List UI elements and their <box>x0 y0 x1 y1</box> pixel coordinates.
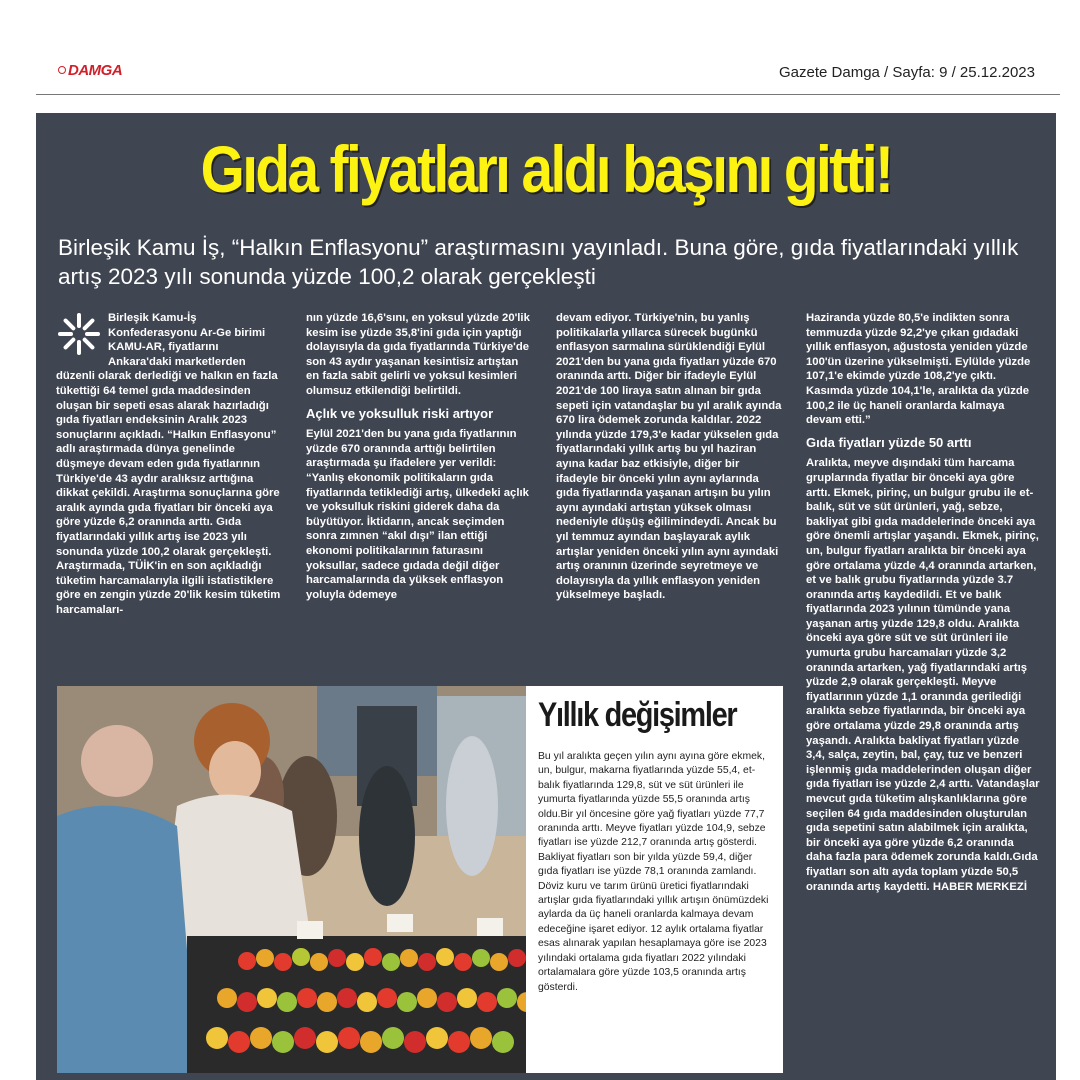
damga-logo <box>58 62 122 79</box>
logo-mark-icon <box>58 66 66 74</box>
box-body: Bu yıl aralıkta geçen yılın aynı ayına göre ekmek, un, bulgur, makarna fiyatlarında yüzde 55,4, et-balık fiyatlarında 129,8, süt ve süt ürünleri ile yumurta fiyatlarında yüzde 55,5 oranında artış oldu.Bir yıl öncesine göre yağ fiyatları yüzde 77,7 oranında arttı. Meyve fiyatları yüzde 104,9, sebze fiyatları ise yüzde 212,7 oranında artış gösterdi. Bakliyat fiyatları son bir yılda yüzde 59,4, diğer gıda fiyatları ise yüzde 78,1 oranında zamlandı. Döviz kuru ve tarım ürünü üretici fiyatlarındaki artışlar gıda fiyatlarındaki yıllık artışın önümüzdeki aylarda da üç haneli oranlarda kalmaya devam edeceğine işaret ediyor. 12 aylık ortalama fiyatlar esas alınarak yapılan hesaplamaya göre ise 2023 yılındaki ortalama gıda fiyatları 2022 yılındaki ortalamalara göre yüzde 103,5 oranında artış gösterdi. <box>538 751 769 993</box>
page-info: Gazete Damga / Sayfa: 9 / 25.12.2023 <box>779 64 1035 81</box>
column-2-text-1: nın yüzde 16,6'sını, en yoksul yüzde 20'lik kesim ise yüzde 35,8'ini gıda için yaptığı dolayısıyla da gıda fiyatlarında Türkiye'de son 43 aydır yaşanan kesintisiz artıştan en fazla sabit gelirli ve yoksul kesimleri olumsuz etkilendiği belirtildi. <box>306 312 530 397</box>
logo-text: DAMGA <box>68 62 123 79</box>
article-panel <box>36 113 1056 1080</box>
column-2-text-2: Eylül 2021'den bu yana gıda fiyatlarının yüzde 670 oranında arttığı belirtilen araştırmada şu ifadelere yer verildi: “Yanlış ekonomik politikaların gıda fiyatlarında tetiklediği artış, ülkedeki açlık ve yoksulluk riskini giderek daha da büyütüyor. İktidarın, ancak seçimden sonra zımnen “akıl dışı” ilan ettiği ekonomi politikalarının faturasını yoksullar, sadece gıdada değil diğer harcamalarında da yüksek enflasyon yoluyla ödemeye <box>306 428 529 601</box>
headline: Gıda fiyatları aldı başını gitti! <box>200 132 892 206</box>
column-3 <box>556 311 784 603</box>
loading-spinner-icon <box>56 311 102 357</box>
column-3-text: devam ediyor. Türkiye'nin, bu yanlış politikalarla yıllarca sürecek bugünkü enflasyon sarmalına sürüklendiği Eylül 2021'den bu yana gıda fiyatları yüzde 670 oranında arttı. Diğer bir ifadeyle Eylül 2021'de 100 liraya satın alınan bir gıda sepeti için vatandaşlar bu yıl aralık ayında 670 lira ödemek zorunda kaldılar. 2022 yılında yüzde 179,3'e kadar yükselen gıda fiyatlarındaki yıllık artış bu yıl haziran ayına kadar baz etkisiyle, diğer bir ifadeyle bir önceki yılın aynı aylarında gıda fiyatlarında yaşanan artışın bu yılın aynı ayındaki artıştan yüksek olması nedeniyle düşüş eğilimindeydi. Ancak bu yıl temmuz ayından başlayarak aylık artışlar yeniden önceki yılın aynı ayındaki artış oranının üzerinde seyretmeye ve dolayısıyla da yıllık enflasyon yeniden yükselmeye başladı. <box>556 312 782 602</box>
column-1 <box>56 311 284 617</box>
subheadline: Birleşik Kamu İş, “Halkın Enflasyonu” araştırmasını yayınladı. Buna göre, gıda fiyatlarındaki yıllık artış 2023 yılı sonunda yüzde 100,2 olarak gerçekleşti <box>58 235 1019 289</box>
sidebar-box <box>526 686 783 1073</box>
column-4-text-2: Aralıkta, meyve dışındaki tüm harcama gruplarında fiyatlar bir önceki aya göre arttı. Ekmek, pirinç, un bulgur grubu ile et-balık, süt ve süt ürünleri, yağ, sebze, bakliyat gibi gıda maddelerinde önceki aya göre önemli artışlar yaşandı. Ekmek, pirinç, un, bulgur fiyatları aralıkta bir önceki aya göre ortalama yüzde 4,4 oranında artarken, et ve balık grubu fiyatlarında yüzde 3.7 oranında artış kaydedildi. Et ve balık fiyatlarında 2023 yılının tümünde yana yaşanan artış yüzde 129,8 oldu. Aralıkta önceki aya göre süt ve süt ürünleri ile yumurta grubu harcamaları yüzde 3,2 oranında artarken, yağ fiyatlarındaki artış yüzde 2,9 olarak gerçekleşti. Meyve fiyatlarının yüzde 1,1 oranında gerilediği aralıkta sebze fiyatlarında, bir önceki aya göre ortalama yüzde 29,8 oranında artış yaşandı. Aralıkta bakliyat fiyatları yüzde 3,4, salça, zeytin, bal, çay, tuz ve benzeri işlenmiş gıda maddelerinden oluşan diğer gıda fiyatları ise yüzde 2,4 arttı. Vatandaşlar mevcut gıda tüketim alışkanlıklarına göre seçilen 64 gıda maddesinden oluşturulan gıda sepetini satın alabilmek için aralıkta, bir önceki aya göre yüzde 6,2 oranında daha fazla para ödemek zorunda kaldı.Gıda fiyatları son altı ayda toplam yüzde 50,5 oranında artış kaydetti. HABER MERKEZİ <box>806 457 1040 893</box>
market-photo <box>57 686 539 1073</box>
column-4 <box>806 311 1040 894</box>
column-4-text-1: Haziranda yüzde 80,5'e indikten sonra temmuzda yüzde 92,2'ye çıkan gıdadaki yıllık enflasyon, ağustosta yeniden yüzde 100'ün üzerine yükselmişti. Eylülde yüzde 107,1'e ekimde yüzde 108,2'ye çıktı. Kasımda yüzde 104,1'le, aralıkta da yüzde 100,2 ile üç haneli oranlarda kalmaya devam etti.” <box>806 312 1031 427</box>
header-divider <box>36 94 1060 95</box>
column-1-text: Birleşik Kamu-İş Konfederasyonu Ar-Ge birimi KAMU-AR, fiyatlarını Ankara'daki marketlerden düzenli olarak derlediği ve halkın en fazla tükettiği 64 temel gıda maddesinden oluşan bir sepeti esas alarak hazırladığı gıda fiyatları endeksinin Aralık 2023 sonuçlarını açıkladı. “Halkın Enflasyonu” adlı araştırmada dünya genelinde düşmeye devam eden gıda fiyatlarının Türkiye'de 43 aydır aralıksız arttığına dikkat çekildi. Araştırma sonuçlarına göre aralık ayında gıda fiyatları bir önceki aya göre yüzde 6,2 oranında arttı. Gıda fiyatlarındaki yıllık artış ise 2023 yılı sonunda yüzde 100,2 olarak gerçekleşti. Araştırmada, TÜİK'in en son açıkladığı tüketim harcamalarıyla ilgili istatistiklere göre en zengin yüzde 20'lik kesim tüketim harcamaları- <box>56 312 281 616</box>
box-title: Yıllık değişimler <box>538 696 737 734</box>
market-photo-illustration <box>57 686 539 1073</box>
section-heading-aclik: Açlık ve yoksulluk riski artıyor <box>306 405 494 421</box>
column-2 <box>306 311 534 602</box>
section-heading-gida: Gıda fiyatları yüzde 50 arttı <box>806 434 972 450</box>
